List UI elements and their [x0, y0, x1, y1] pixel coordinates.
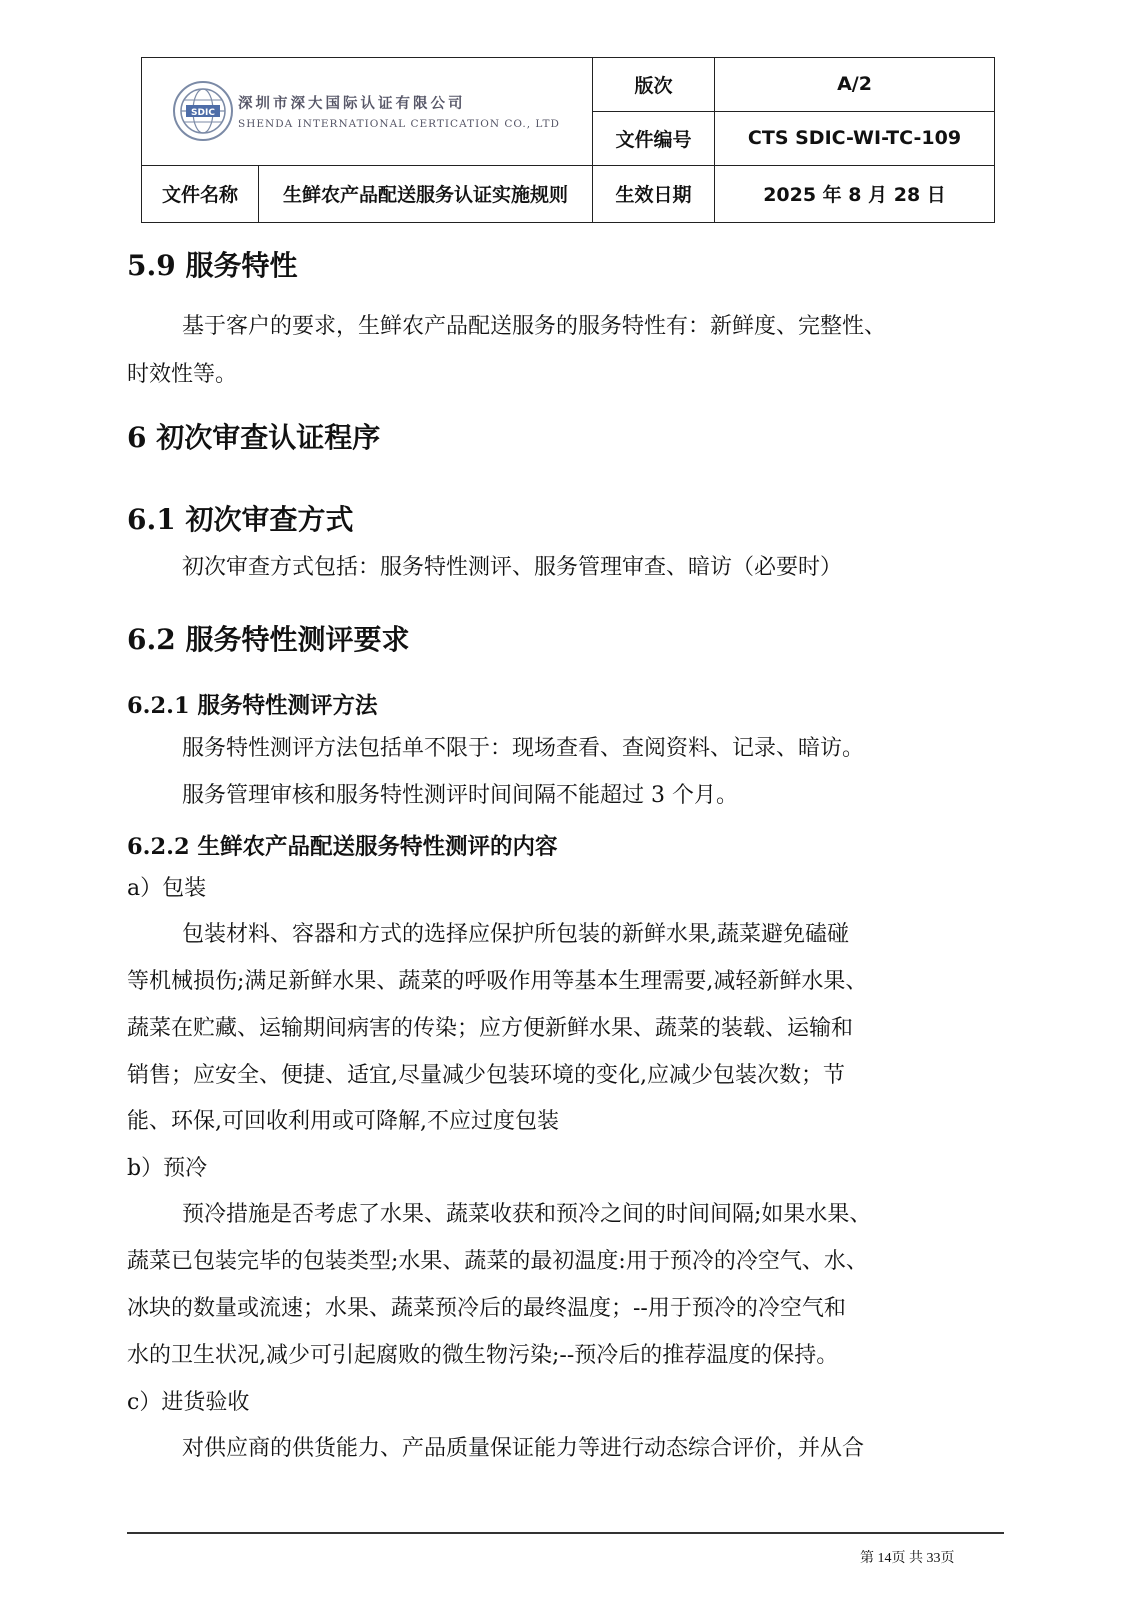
company-name-cn: 深圳市深大国际认证有限公司 — [238, 96, 466, 113]
paragraph-line: 水的卫生状况,减少可引起腐败的微生物污染;--预冷后的推荐温度的保持。 — [127, 1343, 839, 1368]
paragraph-line: 冰块的数量或流速；水果、蔬菜预冷后的最终温度；--用于预冷的冷空气和 — [127, 1296, 846, 1321]
company-logo-cell — [142, 58, 593, 166]
effective-date-label: 生效日期 — [593, 165, 715, 222]
paragraph-line: 预冷措施是否考虑了水果、蔬菜收获和预冷之间的时间间隔;如果水果、 — [182, 1202, 872, 1227]
section-6-heading: 6 初次审查认证程序 — [127, 421, 381, 454]
section-6-2-1-heading: 6.2.1 服务特性测评方法 — [127, 693, 378, 719]
list-item-label: c）进货验收 — [127, 1390, 250, 1415]
paragraph-line: 包装材料、容器和方式的选择应保护所包装的新鲜水果,蔬菜避免磕碰 — [182, 922, 849, 947]
section-5-9-heading: 5.9 服务特性 — [127, 249, 298, 282]
doc-name-value: 生鲜农产品配送服务认证实施规则 — [259, 165, 593, 222]
paragraph-line: 等机械损伤;满足新鲜水果、蔬菜的呼吸作用等基本生理需要,减轻新鲜水果、 — [127, 969, 868, 994]
document-header-table — [141, 57, 995, 223]
paragraph-line: 基于客户的要求，生鲜农产品配送服务的服务特性有：新鲜度、完整性、 — [182, 314, 887, 339]
paragraph-line: 初次审查方式包括：服务特性测评、服务管理审查、暗访（必要时） — [182, 555, 843, 580]
company-name-en: SHENDA INTERNATIONAL CERTICATION CO., LTD — [238, 118, 560, 131]
paragraph-line: 蔬菜在贮藏、运输期间病害的传染；应方便新鲜水果、蔬菜的装载、运输和 — [127, 1016, 854, 1041]
paragraph-line: 销售；应安全、便捷、适宜,尽量减少包装环境的变化,应减少包装次数；节 — [127, 1063, 845, 1088]
paragraph-line: 服务特性测评方法包括单不限于：现场查看、查阅资料、记录、暗访。 — [182, 736, 865, 761]
footer-divider — [127, 1532, 1004, 1534]
version-value: A/2 — [715, 58, 995, 112]
page-number: 第 14页 共 33页 — [860, 1551, 955, 1566]
paragraph-line: 对供应商的供货能力、产品质量保证能力等进行动态综合评价，并从合 — [182, 1436, 865, 1461]
section-6-2-heading: 6.2 服务特性测评要求 — [127, 623, 410, 656]
paragraph-line: 服务管理审核和服务特性测评时间间隔不能超过 3 个月。 — [182, 783, 738, 808]
version-label: 版次 — [593, 58, 715, 112]
logo-text: SDIC — [191, 108, 215, 119]
doc-number-label: 文件编号 — [593, 111, 715, 165]
list-item-label: a）包装 — [127, 876, 207, 901]
doc-number-value: CTS SDIC-WI-TC-109 — [715, 111, 995, 165]
section-6-1-heading: 6.1 初次审查方式 — [127, 503, 354, 536]
paragraph-line: 时效性等。 — [127, 362, 238, 387]
paragraph-line: 蔬菜已包装完毕的包装类型;水果、蔬菜的最初温度:用于预冷的冷空气、水、 — [127, 1249, 868, 1274]
effective-date-value: 2025 年 8 月 28 日 — [715, 165, 995, 222]
section-6-2-2-heading: 6.2.2 生鲜农产品配送服务特性测评的内容 — [127, 834, 558, 860]
doc-name-label: 文件名称 — [142, 165, 259, 222]
list-item-label: b）预冷 — [127, 1156, 208, 1181]
paragraph-line: 能、环保,可回收利用或可降解,不应过度包装 — [127, 1109, 559, 1134]
company-seal-logo-icon — [172, 80, 234, 142]
